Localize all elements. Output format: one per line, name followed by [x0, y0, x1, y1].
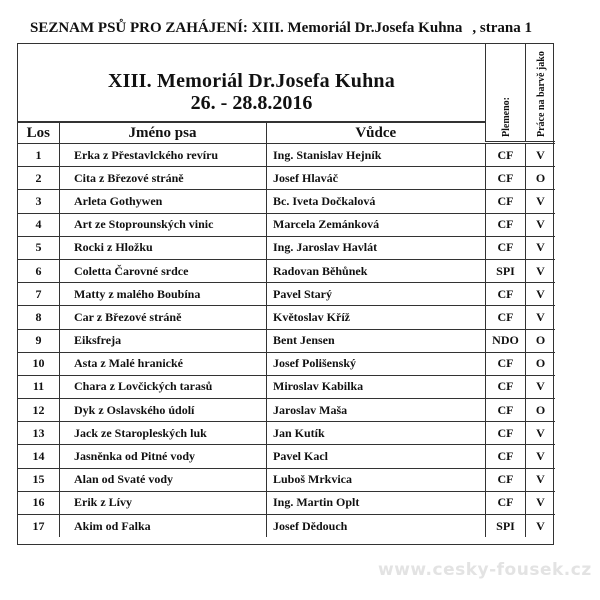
cell-handler: Josef Dědouch [266, 515, 485, 537]
table-row [18, 143, 555, 166]
cell-los: 9 [35, 333, 42, 348]
cell-breed: CF [485, 306, 525, 328]
page-header-title: SEZNAM PSŮ PRO ZAHÁJENÍ: XIII. Memoriál Dr.Josefa Kuhna [30, 20, 463, 36]
cell-dog-name: Akim od Falka [59, 515, 266, 537]
page-number: , strana 1 [472, 20, 532, 36]
cell-breed: CF [485, 376, 525, 398]
cell-dog-name: Rocki z Hložku [59, 237, 266, 259]
table-row [18, 236, 555, 259]
cell-dog-name: Coletta Čarovné srdce [59, 260, 266, 282]
table-row [18, 166, 555, 189]
cell-tracking-type: V [525, 237, 555, 259]
cell-handler: Miroslav Kabilka [266, 376, 485, 398]
table-row [18, 305, 555, 328]
cell-breed: CF [485, 167, 525, 189]
column-header-plemeno-label: Plemeno: [500, 97, 512, 137]
cell-los: 13 [32, 425, 45, 440]
cell-handler: Pavel Kacl [266, 445, 485, 467]
cell-breed: CF [485, 469, 525, 491]
table-row [18, 468, 555, 491]
cell-dog-name: Asta z Malé hranické [59, 353, 266, 375]
cell-tracking-type: V [525, 283, 555, 305]
table-row [18, 514, 555, 537]
table-row [18, 282, 555, 305]
cell-tracking-type: V [525, 376, 555, 398]
cell-los: 16 [32, 495, 45, 510]
cell-handler: Radovan Běhůnek [266, 260, 485, 282]
table-row [18, 398, 555, 421]
cell-dog-name: Cita z Březové stráně [59, 167, 266, 189]
column-header-plemeno [485, 44, 525, 142]
table-row [18, 421, 555, 444]
cell-breed: CF [485, 353, 525, 375]
cell-los: 14 [32, 449, 45, 464]
table-body [18, 143, 555, 537]
cell-dog-name: Alan od Svaté vody [59, 469, 266, 491]
cell-tracking-type: V [525, 515, 555, 537]
cell-dog-name: Car z Březové stráně [59, 306, 266, 328]
column-header-los: Los [18, 123, 59, 144]
cell-dog-name: Jasněnka od Pitné vody [59, 445, 266, 467]
cell-breed: CF [485, 214, 525, 236]
cell-breed: CF [485, 283, 525, 305]
cell-breed: CF [485, 492, 525, 514]
cell-dog-name: Erik z Lívy [59, 492, 266, 514]
cell-breed: CF [485, 399, 525, 421]
cell-tracking-type: V [525, 422, 555, 444]
column-header-jmeno: Jméno psa [59, 123, 266, 144]
table-row [18, 259, 555, 282]
cell-dog-name: Dyk z Oslavského údolí [59, 399, 266, 421]
cell-los: 8 [35, 309, 42, 324]
cell-tracking-type: V [525, 214, 555, 236]
cell-handler: Josef Hlaváč [266, 167, 485, 189]
cell-dog-name: Erka z Přestavlckého revíru [59, 144, 266, 166]
cell-tracking-type: V [525, 306, 555, 328]
table-row [18, 375, 555, 398]
cell-handler: Marcela Zemánková [266, 214, 485, 236]
table-row [18, 329, 555, 352]
cell-handler: Josef Polišenský [266, 353, 485, 375]
cell-los: 7 [35, 286, 42, 301]
cell-tracking-type: O [525, 167, 555, 189]
cell-los: 6 [35, 263, 42, 278]
cell-breed: CF [485, 144, 525, 166]
cell-los: 11 [32, 379, 45, 394]
cell-handler: Ing. Martin Oplt [266, 492, 485, 514]
cell-los: 17 [32, 518, 45, 533]
column-headers [18, 122, 485, 144]
cell-tracking-type: V [525, 260, 555, 282]
cell-dog-name: Matty z malého Boubína [59, 283, 266, 305]
cell-breed: CF [485, 445, 525, 467]
cell-dog-name: Eiksfreja [59, 330, 266, 352]
cell-tracking-type: V [525, 469, 555, 491]
cell-handler: Pavel Starý [266, 283, 485, 305]
table-row [18, 213, 555, 236]
cell-handler: Luboš Mrkvica [266, 469, 485, 491]
cell-dog-name: Arleta Gothywen [59, 190, 266, 212]
cell-dog-name: Art ze Stoprounských vinic [59, 214, 266, 236]
column-header-prace [525, 44, 555, 142]
cell-tracking-type: O [525, 330, 555, 352]
cell-dog-name: Jack ze Staropleských luk [59, 422, 266, 444]
cell-tracking-type: V [525, 492, 555, 514]
cell-breed: SPI [485, 515, 525, 537]
cell-los: 15 [32, 472, 45, 487]
event-title-block [18, 44, 485, 122]
page-header [30, 20, 590, 37]
cell-breed: NDO [485, 330, 525, 352]
cell-dog-name: Chara z Lovčických tarasů [59, 376, 266, 398]
table-row [18, 444, 555, 467]
cell-breed: SPI [485, 260, 525, 282]
cell-handler: Jaroslav Maša [266, 399, 485, 421]
cell-handler: Ing. Stanislav Hejník [266, 144, 485, 166]
cell-tracking-type: O [525, 399, 555, 421]
cell-tracking-type: O [525, 353, 555, 375]
cell-tracking-type: V [525, 445, 555, 467]
cell-los: 12 [32, 402, 45, 417]
start-list-table [17, 43, 554, 545]
cell-tracking-type: V [525, 190, 555, 212]
column-header-vudce: Vůdce [266, 123, 485, 144]
cell-handler: Jan Kutík [266, 422, 485, 444]
cell-tracking-type: V [525, 144, 555, 166]
event-dates: 26. - 28.8.2016 [190, 92, 313, 114]
cell-handler: Bc. Iveta Dočkalová [266, 190, 485, 212]
event-title: XIII. Memoriál Dr.Josefa Kuhna [108, 70, 395, 92]
cell-los: 5 [35, 240, 42, 255]
table-row [18, 491, 555, 514]
cell-los: 4 [35, 217, 42, 232]
cell-los: 10 [32, 356, 45, 371]
cell-handler: Ing. Jaroslav Havlát [266, 237, 485, 259]
cell-breed: CF [485, 190, 525, 212]
table-row [18, 352, 555, 375]
cell-handler: Bent Jensen [266, 330, 485, 352]
watermark: www.cesky-fousek.cz [378, 560, 592, 580]
cell-breed: CF [485, 422, 525, 444]
column-header-prace-label: Práce na barvě jako [535, 51, 547, 137]
cell-los: 1 [35, 147, 42, 162]
cell-los: 3 [35, 193, 42, 208]
cell-handler: Květoslav Kříž [266, 306, 485, 328]
table-row [18, 189, 555, 212]
cell-breed: CF [485, 237, 525, 259]
cell-los: 2 [35, 170, 42, 185]
